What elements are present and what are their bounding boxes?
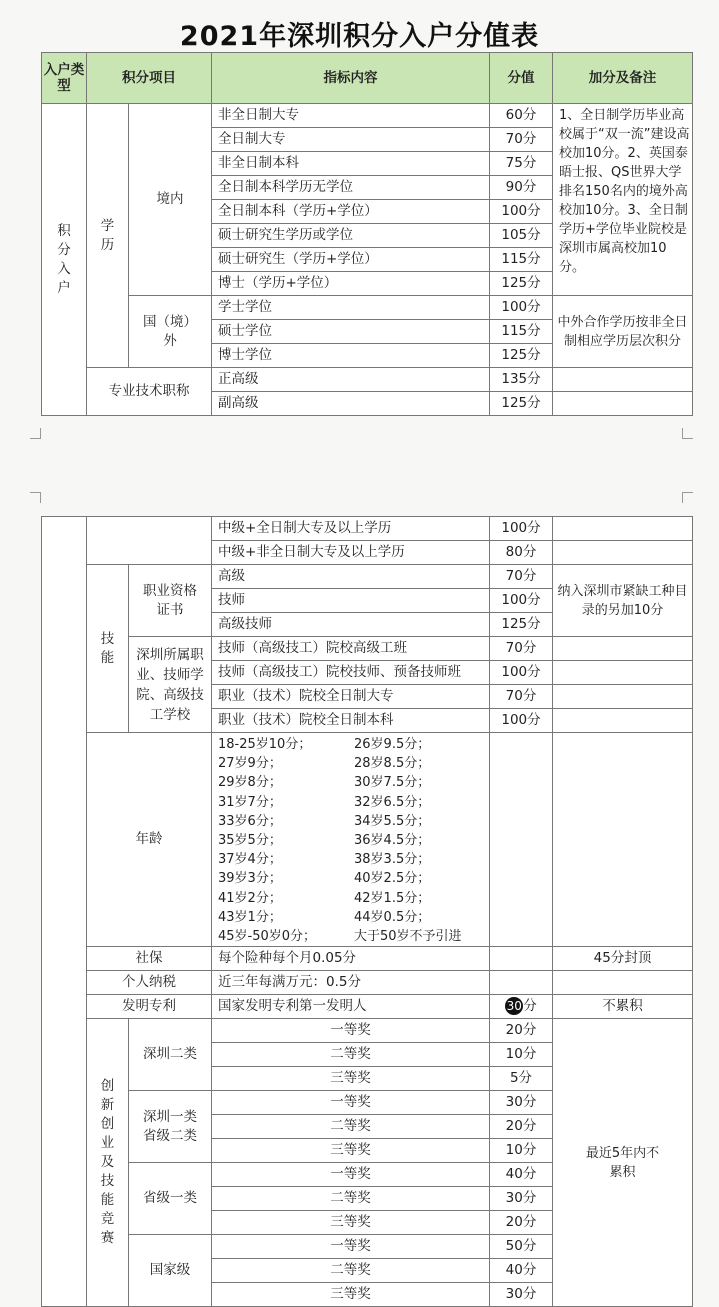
content-cell: 技师（高级技工）院校技师、预备技师班 (212, 661, 490, 685)
score-cell: 30分 (490, 1283, 553, 1307)
age-line: 29岁8分； 30岁7.5分； (218, 775, 431, 791)
prize-cell: 二等奖 (212, 1259, 490, 1283)
score-dot-marker: 30 (506, 999, 522, 1014)
score-cell: 40分 (490, 1259, 553, 1283)
content-cell: 非全日制大专 (212, 104, 490, 128)
note-cell (553, 517, 693, 541)
prize-cell: 三等奖 (212, 1283, 490, 1307)
table-row (42, 637, 693, 661)
education-cell: 学历 (87, 104, 129, 368)
contest-note-cell: 最近5年内不累积 (553, 1019, 693, 1307)
score-cell: 70分 (490, 637, 553, 661)
content-cell: 高级 (212, 565, 490, 589)
score-cell: 70分 (490, 128, 553, 152)
score-cell: 10分 (490, 1043, 553, 1067)
score-cell: 20分 (490, 1115, 553, 1139)
score-cell: 70分 (490, 565, 553, 589)
content-cell: 副高级 (212, 392, 490, 416)
age-line: 27岁9分； 28岁8.5分； (218, 756, 431, 772)
age-line: 33岁6分； 34岁5.5分； (218, 813, 431, 829)
table-row (42, 947, 693, 971)
skills-cell: 技能 (87, 565, 129, 733)
table-row (42, 733, 693, 947)
age-content-cell (212, 733, 490, 947)
contest-group-cell: 深圳一类省级二类 (129, 1091, 212, 1163)
age-line: 35岁5分； 36岁4.5分； (218, 833, 431, 849)
note-cell (553, 392, 693, 416)
score-cell: 50分 (490, 1235, 553, 1259)
score-cell: 30分 (490, 1187, 553, 1211)
type-cell: 积分入户 (42, 104, 87, 416)
table-row (42, 971, 693, 995)
table-row (42, 296, 693, 320)
score-cell: 125分 (490, 272, 553, 296)
content-cell: 技师（高级技工）院校高级工班 (212, 637, 490, 661)
contest-group-cell: 深圳二类 (129, 1019, 212, 1091)
score-cell (490, 947, 553, 971)
header-score: 分值 (490, 53, 553, 104)
header-type: 入户类型 (42, 53, 87, 104)
note-cell (553, 709, 693, 733)
age-line: 45岁-50岁0分； 大于50岁不予引进 (218, 929, 462, 945)
note-cell (553, 637, 693, 661)
header-note: 加分及备注 (553, 53, 693, 104)
crop-mark (682, 492, 693, 503)
content-cell: 职业（技术）院校全日制本科 (212, 709, 490, 733)
score-cell: 125分 (490, 392, 553, 416)
content-cell: 非全日制本科 (212, 152, 490, 176)
title-label-cell: 专业技术职称 (87, 368, 212, 416)
prize-cell: 一等奖 (212, 1019, 490, 1043)
note-cell (553, 685, 693, 709)
table-row (42, 1019, 693, 1043)
score-cell: 100分 (490, 589, 553, 613)
content-cell: 博士学位 (212, 344, 490, 368)
prize-cell: 三等奖 (212, 1211, 490, 1235)
prize-cell: 三等奖 (212, 1067, 490, 1091)
content-cell: 中级+全日制大专及以上学历 (212, 517, 490, 541)
crop-mark (30, 492, 41, 503)
school-cell: 深圳所属职业、技师学院、高级技工学校 (129, 637, 212, 733)
table-row (42, 565, 693, 589)
content-cell: 全日制本科学历无学位 (212, 176, 490, 200)
age-line: 41岁2分； 42岁1.5分； (218, 890, 431, 906)
score-cell: 125分 (490, 344, 553, 368)
type-cell-cont (42, 517, 87, 1307)
content-cell: 技师 (212, 589, 490, 613)
table-header-row (42, 53, 693, 104)
content-cell: 硕士研究生（学历+学位） (212, 248, 490, 272)
tax-content-cell: 近三年每满万元：0.5分 (212, 971, 490, 995)
content-cell: 高级技师 (212, 613, 490, 637)
note-cell (553, 661, 693, 685)
contest-cell: 创新创业及技能竞赛 (87, 1019, 129, 1307)
score-table-part2 (41, 516, 693, 1307)
patent-label-cell: 发明专利 (87, 995, 212, 1019)
domestic-cell: 境内 (129, 104, 212, 296)
age-line: 37岁4分； 38岁3.5分； (218, 852, 431, 868)
score-cell: 115分 (490, 320, 553, 344)
score-cell (490, 971, 553, 995)
score-cell: 20分 (490, 1019, 553, 1043)
content-cell: 全日制本科（学历+学位） (212, 200, 490, 224)
score-cell: 10分 (490, 1139, 553, 1163)
note-cell (553, 971, 693, 995)
age-line: 18-25岁10分； 26岁9.5分； (218, 737, 431, 752)
social-label-cell: 社保 (87, 947, 212, 971)
score-cell: 100分 (490, 661, 553, 685)
prize-cell: 一等奖 (212, 1091, 490, 1115)
prize-cell: 一等奖 (212, 1163, 490, 1187)
score-cell: 40分 (490, 1163, 553, 1187)
page-gap (0, 426, 719, 506)
score-cell (490, 733, 553, 947)
score-cell: 100分 (490, 517, 553, 541)
contest-group-cell: 国家级 (129, 1235, 212, 1307)
prize-cell: 二等奖 (212, 1043, 490, 1067)
score-cell: 75分 (490, 152, 553, 176)
score-cell: 125分 (490, 613, 553, 637)
table-row (42, 368, 693, 392)
abroad-note-cell: 中外合作学历按非全日制相应学历层次积分 (553, 296, 693, 368)
content-cell: 全日制大专 (212, 128, 490, 152)
score-cell: 100分 (490, 709, 553, 733)
age-line: 31岁7分； 32岁6.5分； (218, 794, 431, 810)
content-cell: 硕士学位 (212, 320, 490, 344)
crop-mark (682, 428, 693, 439)
domestic-note-cell: 1、全日制学历毕业高校属于“双一流”建设高校加10分。2、英国泰晤士报、QS世界大学排名150名内的境外高校加10分。3、全日制学历+学位毕业院校是深圳市属高校加10分。 (553, 104, 693, 296)
abroad-cell: 国（境）外 (129, 296, 212, 368)
content-cell: 学士学位 (212, 296, 490, 320)
crop-mark (30, 428, 41, 439)
contest-group-cell: 省级一类 (129, 1163, 212, 1235)
cert-note-cell: 纳入深圳市紧缺工种目录的另加10分 (553, 565, 693, 637)
prize-cell: 三等奖 (212, 1139, 490, 1163)
score-cell: 105分 (490, 224, 553, 248)
content-cell: 中级+非全日制大专及以上学历 (212, 541, 490, 565)
patent-note-cell: 不累积 (553, 995, 693, 1019)
cert-cell: 职业资格证书 (129, 565, 212, 637)
note-cell (553, 733, 693, 947)
score-cell: 70分 (490, 685, 553, 709)
header-content: 指标内容 (212, 53, 490, 104)
page-title: 2021年深圳积分入户分值表 (179, 21, 540, 52)
age-label-cell: 年龄 (87, 733, 212, 947)
social-note-cell: 45分封顶 (553, 947, 693, 971)
prize-cell: 二等奖 (212, 1115, 490, 1139)
header-item: 积分项目 (87, 53, 212, 104)
score-table-part1 (41, 52, 693, 416)
score-cell: 5分 (490, 1067, 553, 1091)
content-cell: 正高级 (212, 368, 490, 392)
table-row (42, 104, 693, 128)
note-cell (553, 541, 693, 565)
tax-label-cell: 个人纳税 (87, 971, 212, 995)
age-line: 39岁3分； 40岁2.5分； (218, 871, 431, 887)
patent-score-cell: 30分 (490, 995, 553, 1019)
note-cell (553, 368, 693, 392)
table-row (42, 517, 693, 541)
content-cell: 硕士研究生学历或学位 (212, 224, 490, 248)
content-cell: 博士（学历+学位） (212, 272, 490, 296)
score-cell: 60分 (490, 104, 553, 128)
age-line: 43岁1分； 44岁0.5分； (218, 909, 431, 925)
score-cell: 135分 (490, 368, 553, 392)
score-cell: 30分 (490, 1091, 553, 1115)
table-row (42, 995, 693, 1019)
title-label-cont (87, 517, 212, 565)
score-cell: 20分 (490, 1211, 553, 1235)
score-cell: 80分 (490, 541, 553, 565)
score-cell: 100分 (490, 296, 553, 320)
score-cell: 115分 (490, 248, 553, 272)
score-cell: 90分 (490, 176, 553, 200)
prize-cell: 一等奖 (212, 1235, 490, 1259)
prize-cell: 二等奖 (212, 1187, 490, 1211)
social-content-cell: 每个险种每个月0.05分 (212, 947, 490, 971)
patent-content-cell: 国家发明专利第一发明人 (212, 995, 490, 1019)
score-cell: 100分 (490, 200, 553, 224)
content-cell: 职业（技术）院校全日制大专 (212, 685, 490, 709)
